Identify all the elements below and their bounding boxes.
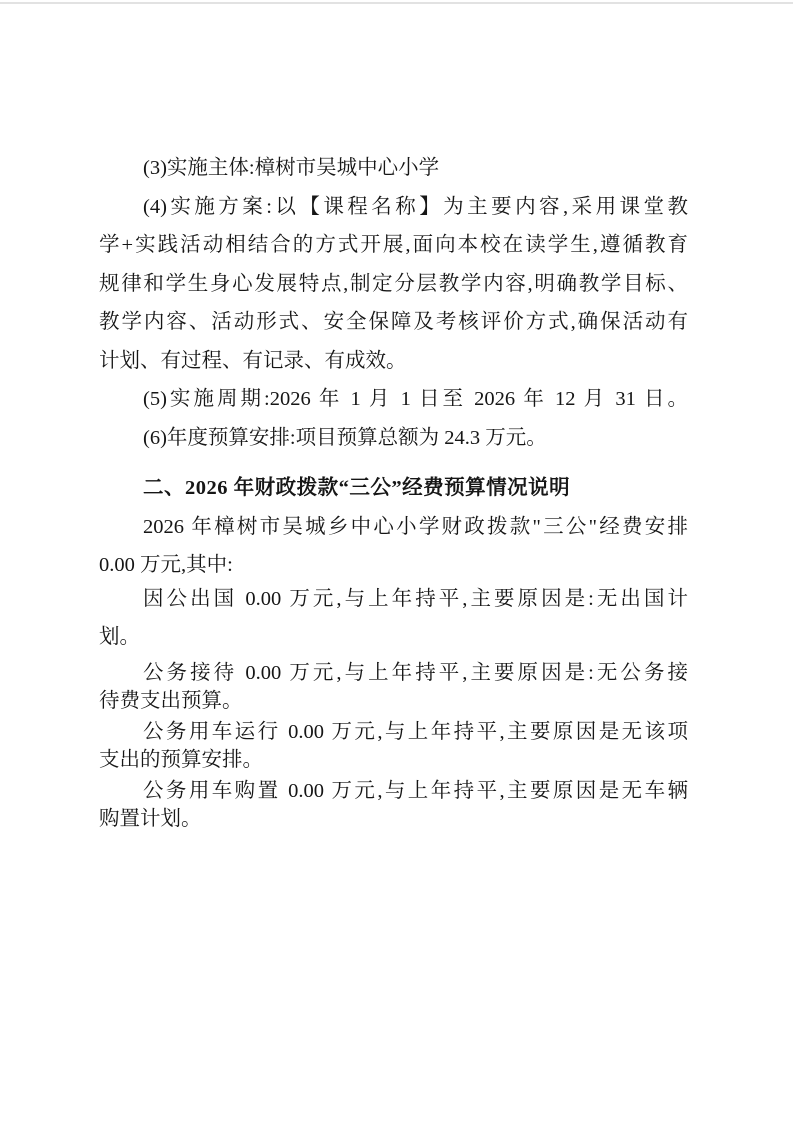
- paragraph-official-vehicle-operation: [99, 718, 688, 774]
- vehicle-operation-line-2: 支出的预算安排。: [99, 748, 263, 771]
- paragraph-official-vehicle-purchase: [99, 777, 688, 833]
- item-4-line-2: 学+实践活动相结合的方式开展,面向本校在读学生,遵循教育: [99, 234, 688, 256]
- reception-line-1: 公务接待 0.00 万元,与上年持平,主要原因是:无公务接: [143, 661, 688, 684]
- reception-line-2: 待费支出预算。: [99, 689, 243, 712]
- item-6-annual-budget: (6)年度预算安排:项目预算总额为 24.3 万元。: [143, 426, 547, 449]
- section-2-heading-three-public-funds: 二、2026 年财政拨款“三公”经费预算情况说明: [143, 477, 571, 499]
- overview-line-2: 0.00 万元,其中:: [99, 554, 233, 576]
- item-4-line-4: 教学内容、活动形式、安全保障及考核评价方式,确保活动有: [99, 311, 688, 333]
- document-body: [99, 149, 688, 833]
- page-top-edge-line: [0, 2, 793, 4]
- item-5-implementation-period: (5)实施周期:2026 年 1 月 1 日至 2026 年 12 月 31 日。: [143, 388, 688, 410]
- overview-line-1: 2026 年樟树市吴城乡中心小学财政拨款"三公"经费安排: [143, 515, 688, 538]
- item-3-implementation-subject: (3)实施主体:樟树市吴城中心小学: [143, 157, 440, 179]
- item-4-line-3: 规律和学生身心发展特点,制定分层教学内容,明确教学目标、: [99, 272, 688, 295]
- vehicle-purchase-line-2: 购置计划。: [99, 807, 202, 830]
- paragraph-official-reception: [99, 659, 688, 715]
- vehicle-operation-line-1: 公务用车运行 0.00 万元,与上年持平,主要原因是无该项: [143, 720, 688, 743]
- paragraph-three-public-overview: [99, 508, 688, 585]
- abroad-line-2: 划。: [99, 626, 140, 648]
- item-4-line-5: 计划、有过程、有记录、有成效。: [99, 349, 407, 372]
- vehicle-purchase-line-1: 公务用车购置 0.00 万元,与上年持平,主要原因是无车辆: [143, 779, 688, 802]
- item-4-line-1: (4)实施方案:以【课程名称】为主要内容,采用课堂教: [143, 195, 688, 218]
- paragraph-item-4-implementation-plan: [99, 188, 688, 381]
- abroad-line-1: 因公出国 0.00 万元,与上年持平,主要原因是:无出国计: [143, 587, 688, 610]
- paragraph-official-travel-abroad: [99, 580, 688, 657]
